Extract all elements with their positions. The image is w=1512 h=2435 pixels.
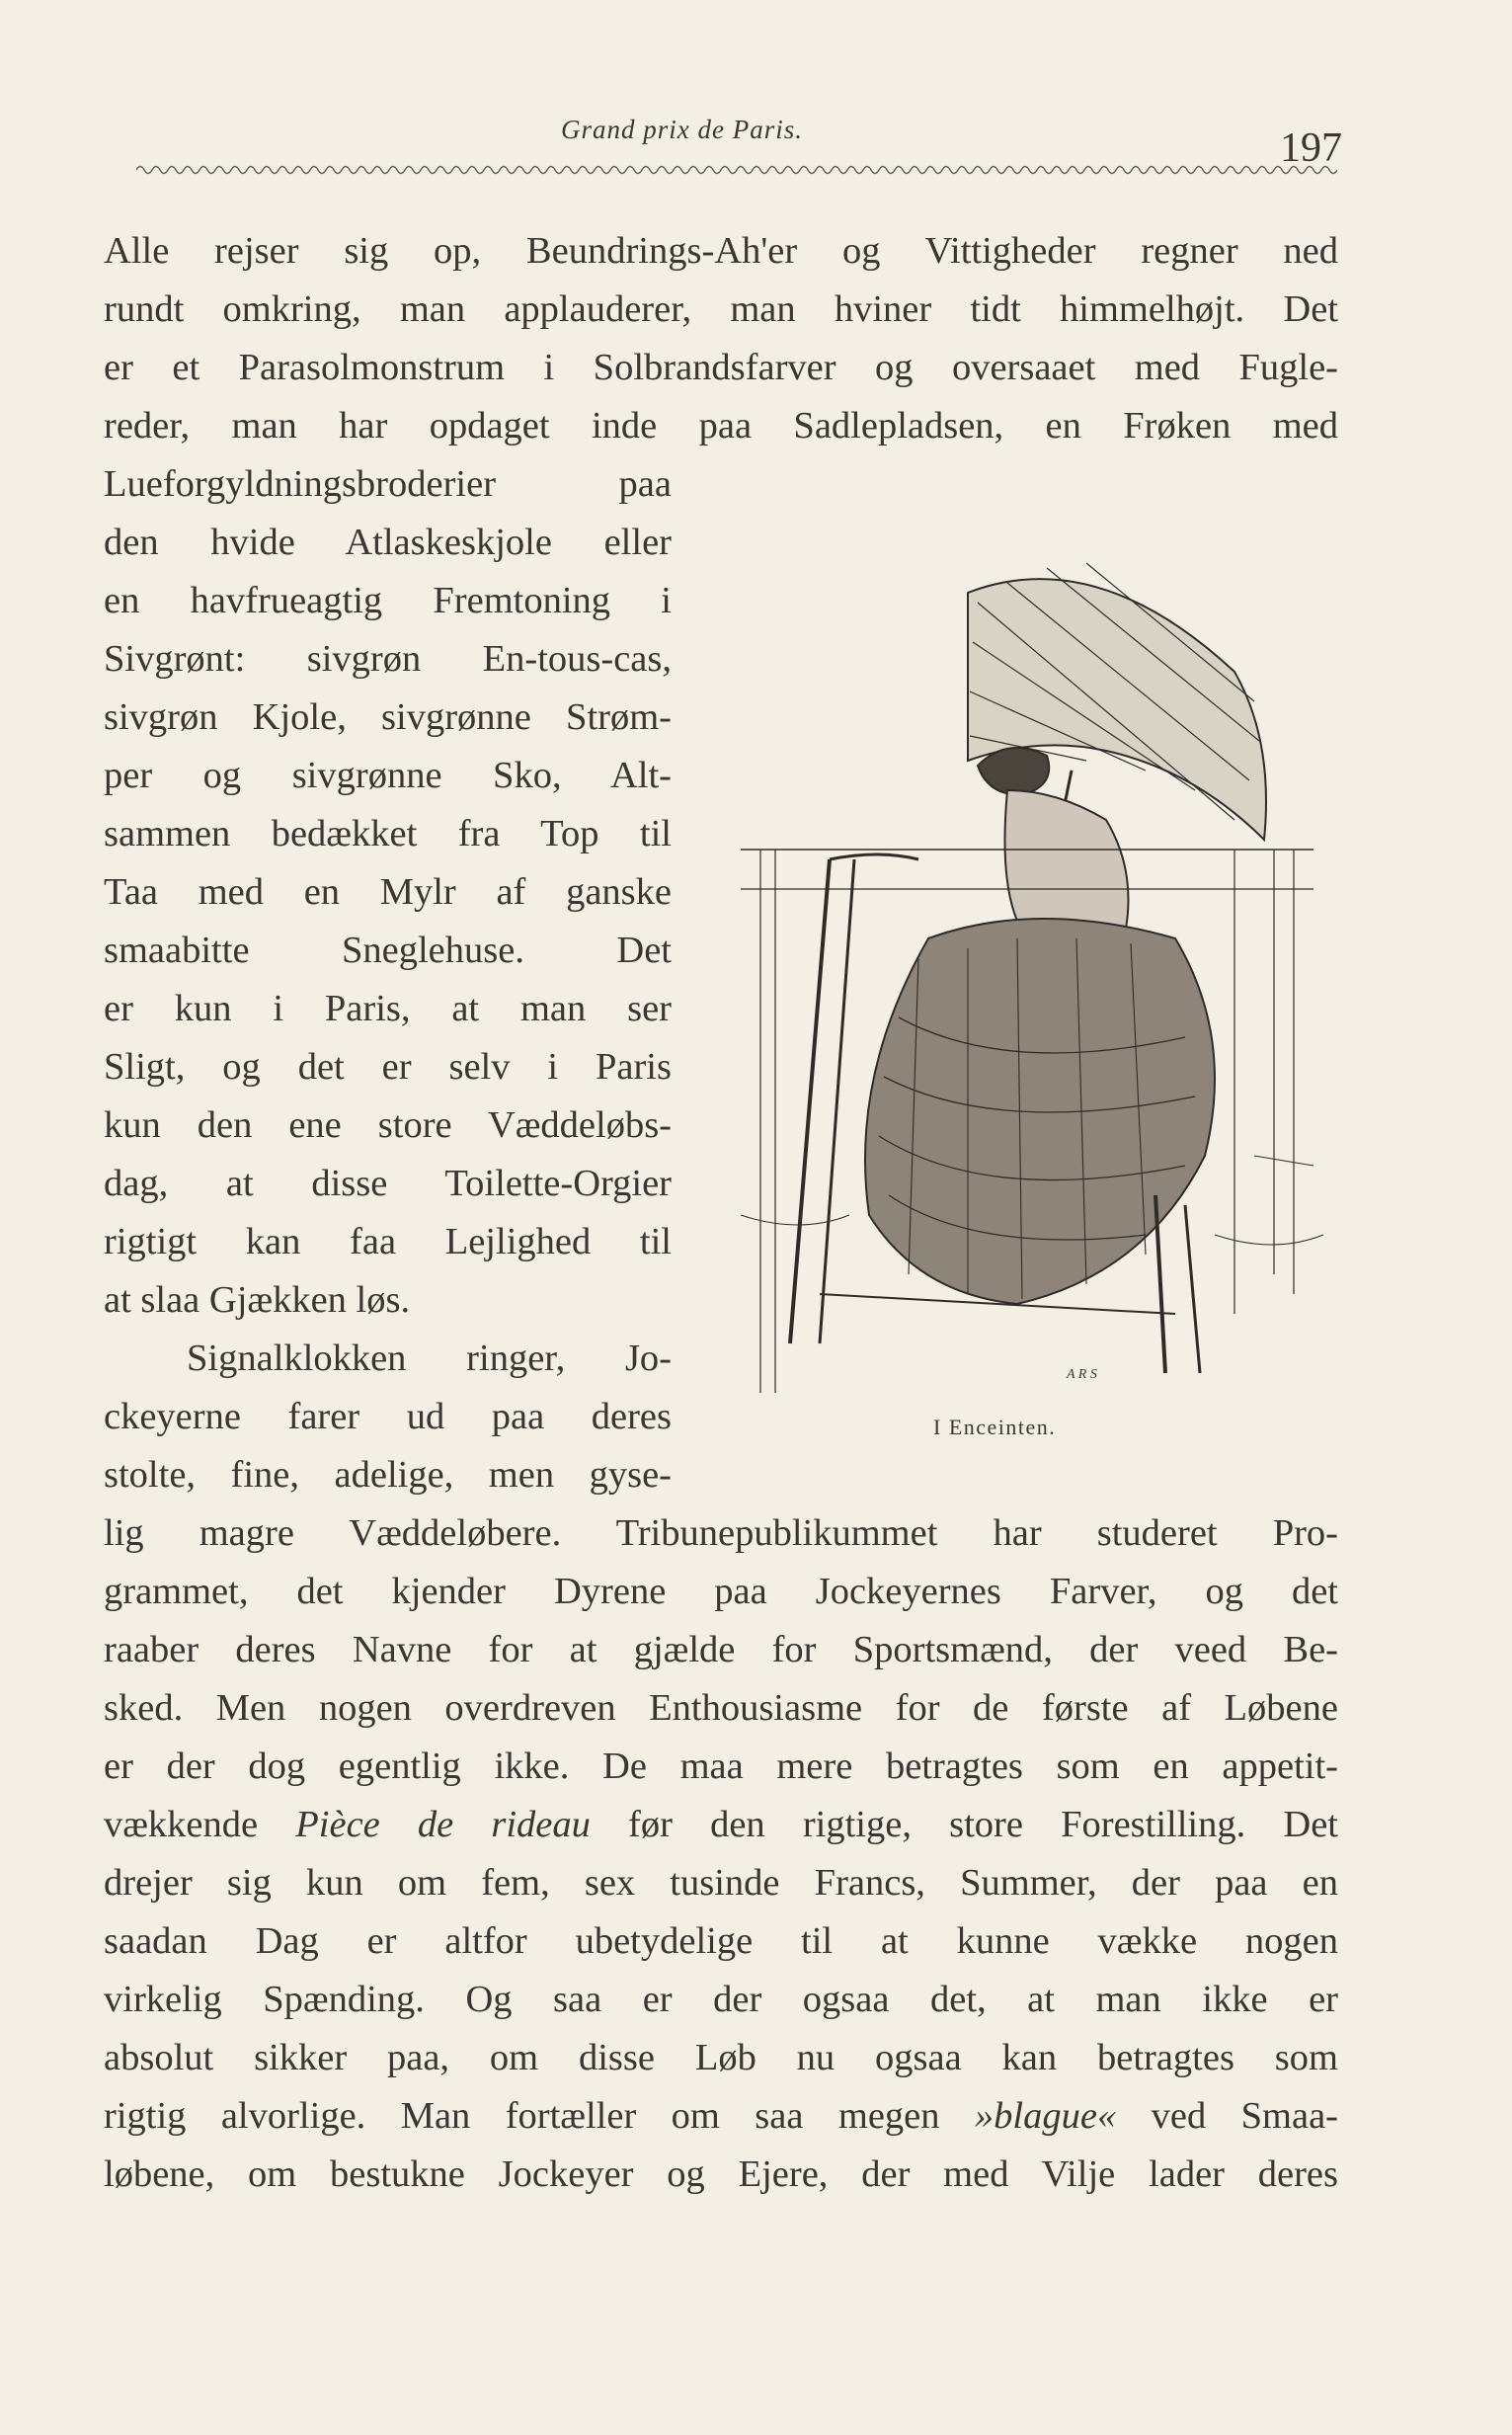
text-segment: rigtig alvorlige. Man fortæller om saa megen (104, 2095, 975, 2137)
text-line: absolut sikker paa, om disse Løb nu ogsaa kan betragtes som (104, 2037, 1338, 2078)
text-line: Sligt, og det er selv i Paris (104, 1046, 672, 1088)
text-line: sked. Men nogen overdreven Enthousiasme for de første af Løbene (104, 1687, 1338, 1729)
text-line: sammen bedækket fra Top til (104, 813, 672, 854)
text-line: Alle rejser sig op, Beundrings-Ah'er og Vittigheder regner ned (104, 230, 1338, 272)
text-line: virkelig Spænding. Og saa er der ogsaa det, at man ikke er (104, 1979, 1338, 2020)
text-line: Taa med en Mylr af ganske (104, 871, 672, 913)
text-line: Lueforgyldningsbroderier paa (104, 463, 672, 505)
text-line: lig magre Væddeløbere. Tribunepublikummet har studeret Pro- (104, 1512, 1338, 1554)
text-segment: vækkende (104, 1804, 296, 1845)
artist-signature: A R S (1067, 1367, 1097, 1382)
text-line (104, 2093, 1338, 2139)
woman-with-parasol-illustration (681, 524, 1333, 1393)
text-line: Sivgrønt: sivgrøn En-tous-cas, (104, 638, 672, 680)
text-line: at slaa Gjækken løs. (104, 1279, 411, 1321)
text-line: er der dog egentlig ikke. De maa mere betragtes som en appetit- (104, 1745, 1338, 1787)
text-line: rundt omkring, man applauderer, man hviner tidt himmelhøjt. Det (104, 288, 1338, 330)
figure-caption: I Enceinten. (933, 1415, 1057, 1439)
text-line: ckeyerne farer ud paa deres (104, 1396, 672, 1437)
wavy-rule-ornament (136, 160, 1337, 180)
text-line: grammet, det kjender Dyrene paa Jockeyernes Farver, og det (104, 1571, 1338, 1612)
text-line: raaber deres Navne for at gjælde for Sportsmænd, der veed Be- (104, 1629, 1338, 1670)
text-line: saadan Dag er altfor ubetydelige til at kunne vække nogen (104, 1920, 1338, 1962)
text-line: kun den ene store Væddeløbs- (104, 1104, 672, 1146)
text-line: dag, at disse Toilette-Orgier (104, 1163, 672, 1204)
text-line: løbene, om bestukne Jockeyer og Ejere, der med Vilje lader deres (104, 2153, 1338, 2195)
italic-phrase: Pièce de rideau (295, 1804, 591, 1845)
text-segment: ved Smaa- (1116, 2095, 1338, 2137)
text-line: per og sivgrønne Sko, Alt- (104, 755, 672, 796)
text-line: sivgrøn Kjole, sivgrønne Strøm- (104, 696, 672, 738)
running-title: Grand prix de Paris. (561, 115, 803, 144)
text-segment: før den rigtige, store Forestilling. Det (590, 1804, 1338, 1845)
text-line: den hvide Atlaskeskjole eller (104, 522, 672, 563)
text-line: reder, man har opdaget inde paa Sadlepladsen, en Frøken med (104, 405, 1338, 446)
text-line: en havfrueagtig Fremtoning i (104, 580, 672, 621)
text-line: Signalklokken ringer, Jo- (187, 1338, 672, 1379)
text-line: smaabitte Sneglehuse. Det (104, 930, 672, 971)
text-line: drejer sig kun om fem, sex tusinde Francs, Summer, der paa en (104, 1862, 1338, 1904)
italic-word: »blague« (974, 2095, 1117, 2137)
text-line (104, 1802, 1338, 1847)
text-line: rigtigt kan faa Lejlighed til (104, 1221, 672, 1262)
text-line: er kun i Paris, at man ser (104, 988, 672, 1029)
page-number: 197 (1280, 125, 1342, 171)
text-line: er et Parasolmonstrum i Solbrandsfarver og oversaaet med Fugle- (104, 347, 1338, 388)
text-line: stolte, fine, adelige, men gyse- (104, 1454, 672, 1496)
